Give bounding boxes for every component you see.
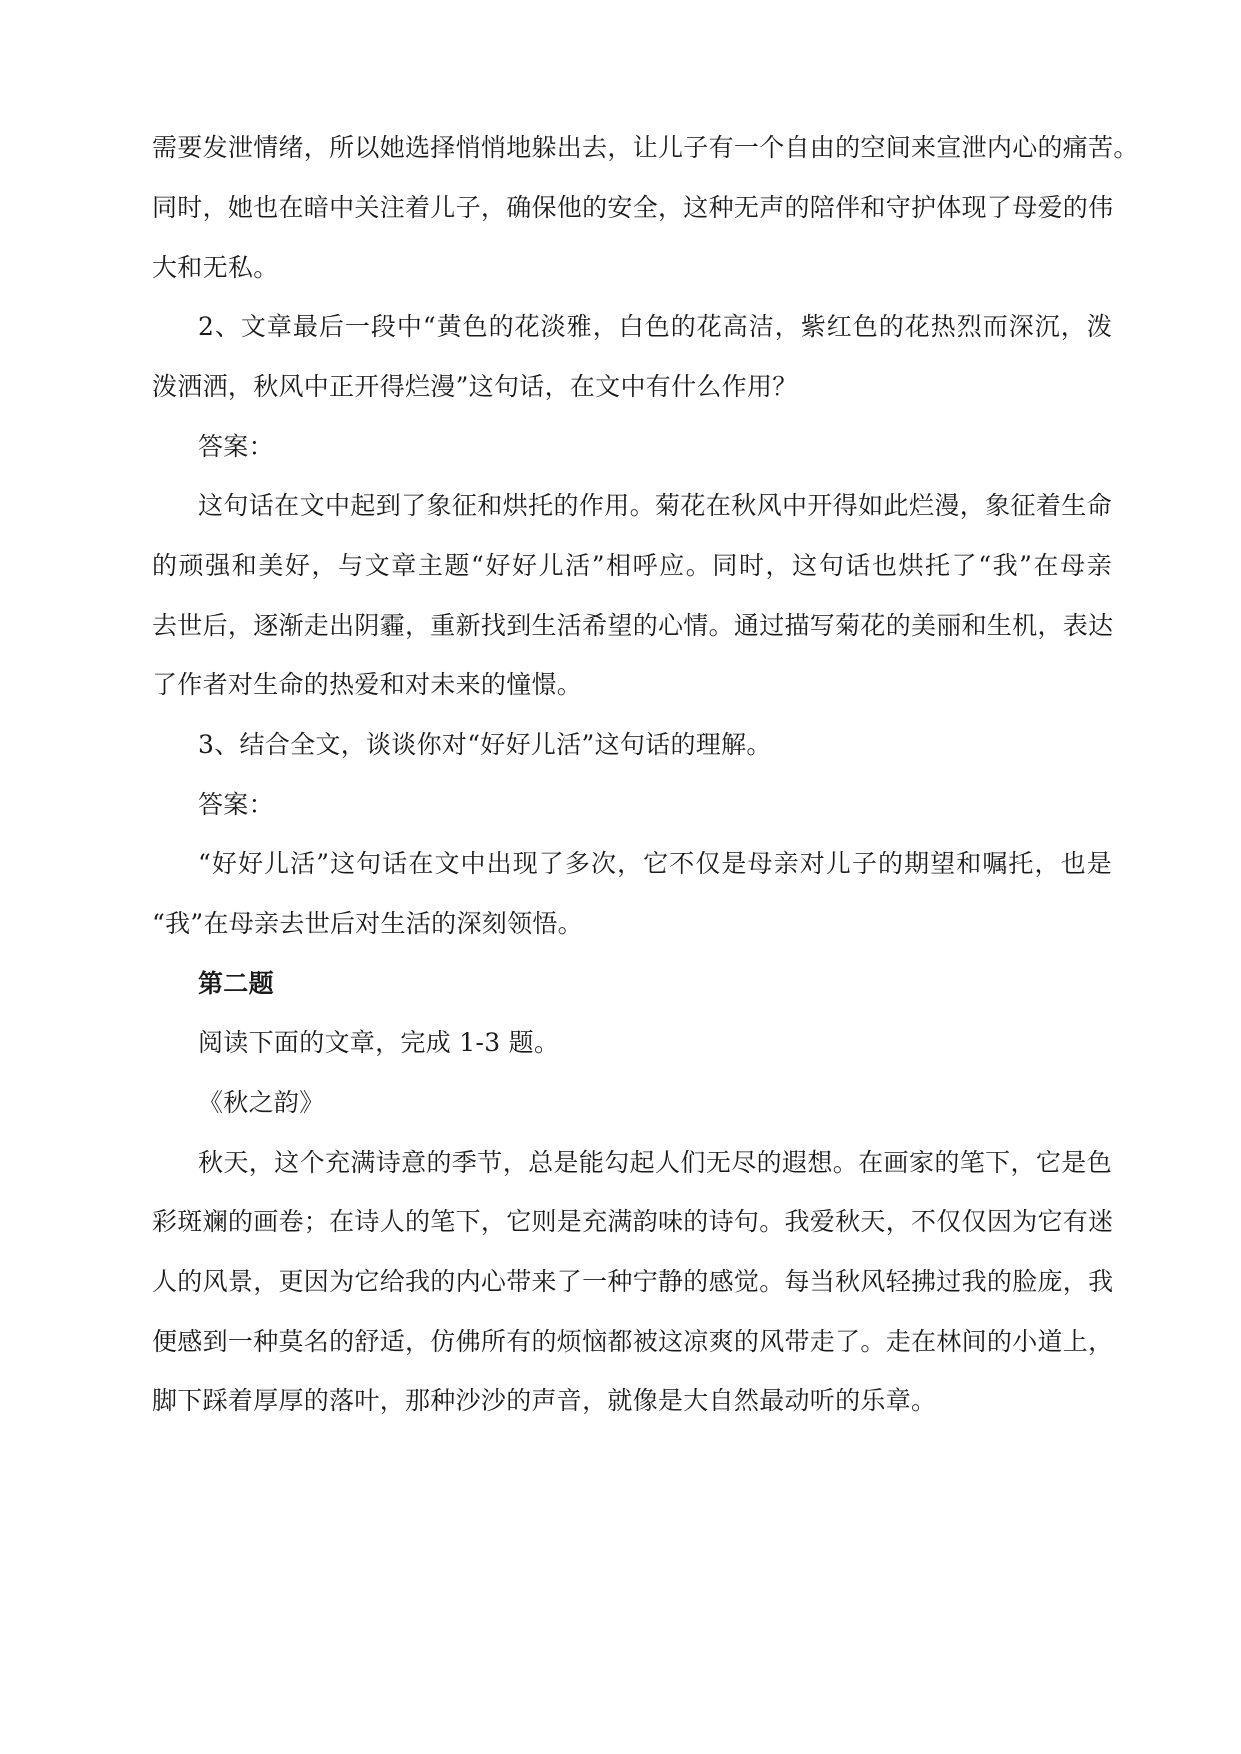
answer-2-line: 的顽强和美好，与文章主题“好好儿活”相呼应。同时，这句话也烘托了“我”在母亲 [152,551,1112,580]
answer-2-line: 了作者对生命的热爱和对未来的憧憬。 [152,670,583,699]
answer-2-line: 这句话在文中起到了象征和烘托的作用。菊花在秋风中开得如此烂漫，象征着生命 [198,491,1112,520]
article-line: 彩斑斓的画卷；在诗人的笔下，它则是充满韵味的诗句。我爱秋天，不仅仅因为它有迷 [152,1207,1114,1236]
document-page [152,0,1139,1754]
section-title: 第二题 [198,969,274,998]
paragraph-line: 同时，她也在暗中关注着儿子，确保他的安全，这种无声的陪伴和守护体现了母爱的伟 [152,193,1114,222]
paragraph-line: 大和无私。 [152,253,279,282]
answer-label: 答案： [198,432,274,461]
question-3: 3、结合全文，谈谈你对“好好儿活”这句话的理解。 [198,730,772,759]
answer-label: 答案： [198,790,274,819]
article-line: 便感到一种莫名的舒适，仿佛所有的烦恼都被这凉爽的风带走了。走在林间的小道上， [152,1327,1114,1356]
article-line: 人的风景，更因为它给我的内心带来了一种宁静的感觉。每当秋风轻拂过我的脸庞，我 [152,1267,1114,1296]
answer-3-line: “好好儿活”这句话在文中出现了多次，它不仅是母亲对儿子的期望和嘱托，也是 [198,849,1112,878]
article-line: 脚下踩着厚厚的落叶，那种沙沙的声音，就像是大自然最动听的乐章。 [152,1386,937,1415]
answer-2-line: 去世后，逐渐走出阴霾，重新找到生活希望的心情。通过描写菊花的美丽和生机，表达 [152,611,1114,640]
article-line: 秋天，这个充满诗意的季节，总是能勾起人们无尽的遐想。在画家的笔下，它是色 [198,1148,1112,1177]
question-2-line: 2、文章最后一段中“黄色的花淡雅，白色的花高洁，紫红色的花热烈而深沉，泼 [198,312,1112,341]
paragraph-line: 需要发泄情绪，所以她选择悄悄地躲出去，让儿子有一个自由的空间来宣泄内心的痛苦。 [152,133,1139,162]
question-2-line: 泼洒洒，秋风中正开得烂漫”这句话，在文中有什么作用？ [152,372,798,401]
instruction: 阅读下面的文章，完成 1-3 题。 [198,1028,560,1057]
article-title: 《秋之韵》 [198,1088,325,1117]
answer-3-line: “我”在母亲去世后对生活的深刻领悟。 [152,909,583,938]
